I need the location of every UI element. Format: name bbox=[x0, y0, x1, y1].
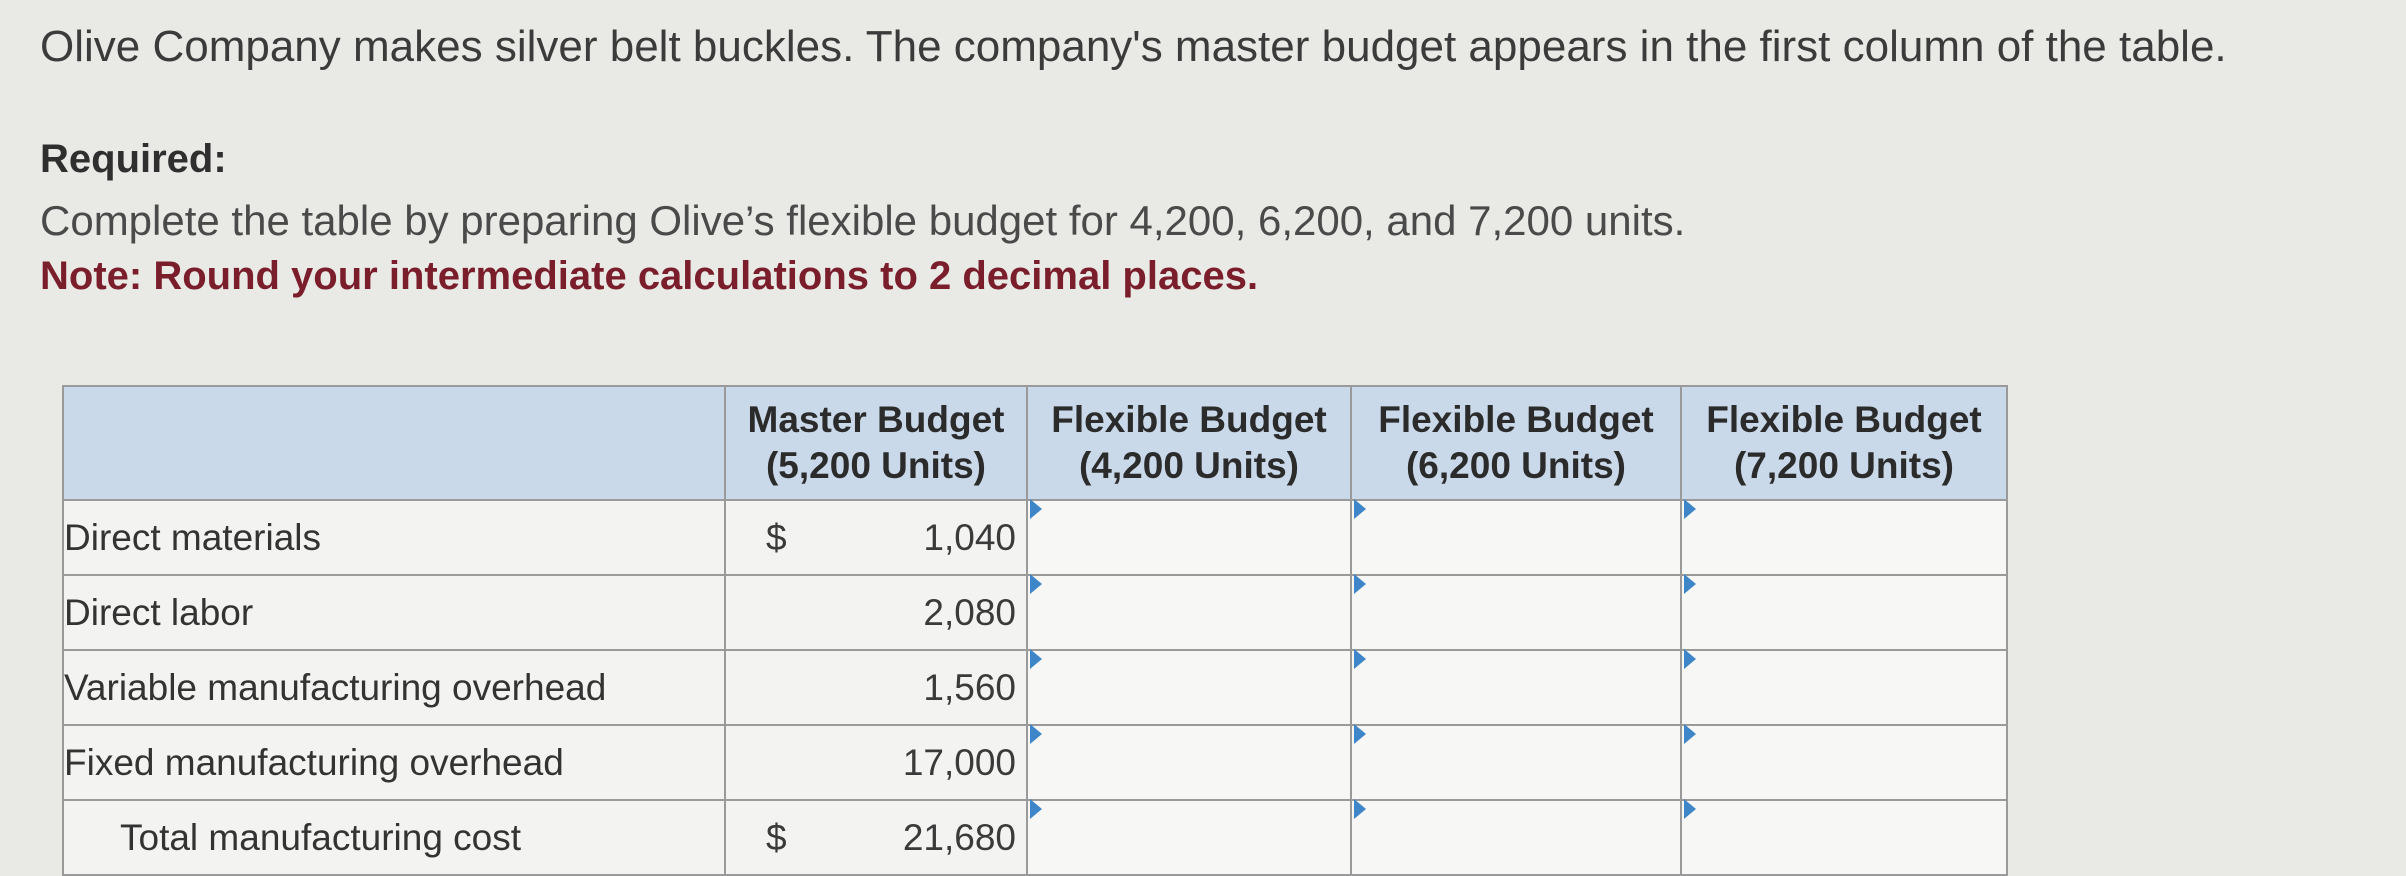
flexible-6200-input[interactable] bbox=[1352, 576, 1680, 649]
flexible-7200-input-cell[interactable] bbox=[1681, 500, 2007, 575]
flexible-7200-input-cell[interactable] bbox=[1681, 650, 2007, 725]
master-value: 1,040 bbox=[923, 516, 1016, 558]
table-row bbox=[63, 500, 2007, 575]
header-line2: (5,200 Units) bbox=[765, 445, 986, 486]
flexible-4200-input-cell[interactable] bbox=[1027, 575, 1351, 650]
currency-symbol: $ bbox=[766, 516, 787, 558]
header-master-budget bbox=[725, 386, 1027, 500]
master-budget-cell bbox=[725, 800, 1027, 875]
row-label: Variable manufacturing overhead bbox=[63, 650, 725, 725]
header-line2: (7,200 Units) bbox=[1733, 445, 1954, 486]
flexible-4200-input[interactable] bbox=[1028, 576, 1350, 649]
currency-symbol: $ bbox=[766, 816, 787, 858]
header-line2: (4,200 Units) bbox=[1078, 445, 1299, 486]
flexible-budget-table bbox=[62, 385, 2008, 876]
required-instructions: Complete the table by preparing Olive’s flexible budget for 4,200, 6,200, and 7,200 units. bbox=[40, 197, 1686, 244]
flexible-6200-input[interactable] bbox=[1352, 801, 1680, 874]
master-budget-cell bbox=[725, 500, 1027, 575]
header-line2: (6,200 Units) bbox=[1405, 445, 1626, 486]
table-row-total bbox=[63, 800, 2007, 875]
flexible-4200-input[interactable] bbox=[1028, 651, 1350, 724]
flexible-4200-input[interactable] bbox=[1028, 501, 1350, 574]
header-flexible-7200 bbox=[1681, 386, 2007, 500]
master-budget-cell bbox=[725, 725, 1027, 800]
row-label: Direct materials bbox=[63, 500, 725, 575]
header-line1: Flexible Budget bbox=[1051, 399, 1327, 440]
problem-intro: Olive Company makes silver belt buckles. The company's master budget appears in the first column of the table. bbox=[40, 22, 2227, 71]
rounding-note: Note: Round your intermediate calculations to 2 decimal places. bbox=[40, 254, 1259, 298]
row-label: Direct labor bbox=[63, 575, 725, 650]
flexible-6200-input[interactable] bbox=[1352, 726, 1680, 799]
flexible-6200-input[interactable] bbox=[1352, 651, 1680, 724]
flexible-6200-input-cell[interactable] bbox=[1351, 800, 1681, 875]
master-value: 1,560 bbox=[923, 666, 1016, 708]
flexible-4200-input[interactable] bbox=[1028, 801, 1350, 874]
master-value: 17,000 bbox=[902, 741, 1016, 783]
flexible-4200-input-cell[interactable] bbox=[1027, 500, 1351, 575]
flexible-7200-input[interactable] bbox=[1682, 576, 2006, 649]
header-flexible-6200 bbox=[1351, 386, 1681, 500]
header-line1: Flexible Budget bbox=[1706, 399, 1982, 440]
header-line1: Flexible Budget bbox=[1378, 399, 1654, 440]
flexible-4200-input[interactable] bbox=[1028, 726, 1350, 799]
header-label-blank bbox=[63, 386, 725, 500]
flexible-6200-input-cell[interactable] bbox=[1351, 575, 1681, 650]
flexible-7200-input[interactable] bbox=[1682, 801, 2006, 874]
flexible-7200-input[interactable] bbox=[1682, 726, 2006, 799]
master-budget-cell bbox=[725, 650, 1027, 725]
flexible-7200-input-cell[interactable] bbox=[1681, 575, 2007, 650]
header-line1: Master Budget bbox=[747, 399, 1005, 440]
flexible-6200-input-cell[interactable] bbox=[1351, 650, 1681, 725]
table-row bbox=[63, 575, 2007, 650]
flexible-7200-input-cell[interactable] bbox=[1681, 725, 2007, 800]
flexible-7200-input-cell[interactable] bbox=[1681, 800, 2007, 875]
flexible-4200-input-cell[interactable] bbox=[1027, 800, 1351, 875]
header-flexible-4200 bbox=[1027, 386, 1351, 500]
master-value: 2,080 bbox=[923, 591, 1016, 633]
flexible-4200-input-cell[interactable] bbox=[1027, 650, 1351, 725]
flexible-6200-input[interactable] bbox=[1352, 501, 1680, 574]
table-row bbox=[63, 725, 2007, 800]
flexible-4200-input-cell[interactable] bbox=[1027, 725, 1351, 800]
row-label: Fixed manufacturing overhead bbox=[63, 725, 725, 800]
flexible-7200-input[interactable] bbox=[1682, 651, 2006, 724]
master-budget-cell bbox=[725, 575, 1027, 650]
flexible-6200-input-cell[interactable] bbox=[1351, 725, 1681, 800]
required-heading: Required: bbox=[40, 137, 227, 181]
master-value: 21,680 bbox=[902, 816, 1016, 858]
row-label: Total manufacturing cost bbox=[63, 800, 725, 875]
table-header-row bbox=[63, 386, 2007, 500]
flexible-7200-input[interactable] bbox=[1682, 501, 2006, 574]
flexible-6200-input-cell[interactable] bbox=[1351, 500, 1681, 575]
table-row bbox=[63, 650, 2007, 725]
